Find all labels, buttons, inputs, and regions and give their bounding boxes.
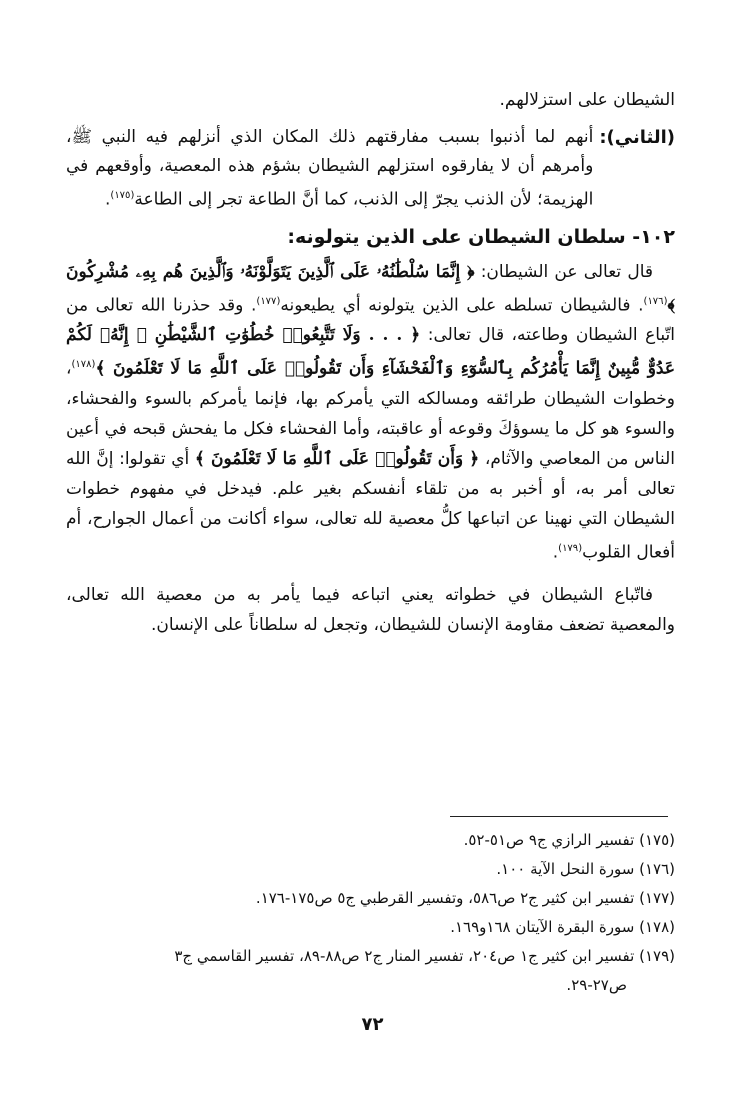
quran-verse-1: ﴿ إِنَّمَا سُلْطَٰنُهُۥ عَلَى ٱلَّذِينَ يَتَوَلَّوْنَهُۥ وَٱلَّذِينَ هُم بِهِۦ مُشْرِكُونَ ﴾ bbox=[66, 261, 675, 316]
footnote-ref-179[interactable]: (١٧٩) bbox=[558, 542, 583, 554]
p1-e: أي تقولوا: إنَّ الله تعالى أمر به، أو أخبر به من تلقاء أنفسكم بغير علم. فيدخل في مفهوم خطوات الشيطان التي نهينا عن اتباعها كلُّ معصية لله تعالى، سواء أكانت من أعمال الجوارح، أم أفعال القلوب bbox=[66, 448, 675, 563]
paragraph-2: فاتّباع الشيطان في خطواته يعني اتباعه فيما يأمر به من معصية الله تعالى، والمعصية تضعف مقاومة الإنسان للشيطان، وتجعل له سلطاناً على الإنسان. bbox=[66, 584, 675, 635]
footnote-ref-176[interactable]: (١٧٦) bbox=[643, 295, 668, 307]
footnote-ref-175[interactable]: (١٧٥) bbox=[110, 190, 135, 201]
footnote-text: تفسير ابن كثير ج٢ ص٥٨٦، وتفسير القرطبي ج٥ ص١٧٥-١٧٦. bbox=[255, 889, 635, 907]
p1-intro: قال تعالى عن الشيطان: bbox=[480, 261, 654, 282]
footnote-text: سورة النحل الآية ١٠٠. bbox=[496, 860, 635, 878]
quran-verse-3: ﴿ وَأَن تَقُولُوا۟ عَلَى ٱللَّهِ مَا لَا تَعْلَمُونَ ﴾ bbox=[194, 448, 480, 469]
section-heading: ١٠٢- سلطان الشيطان على الذين يتولونه: bbox=[287, 225, 675, 248]
footnote-number: (١٧٥) bbox=[639, 831, 675, 849]
second-point-label: (الثاني): bbox=[599, 127, 675, 148]
footnote-number: (١٧٩) bbox=[639, 947, 675, 965]
footnote-number: (١٧٨) bbox=[639, 918, 675, 936]
footnotes bbox=[66, 826, 675, 1000]
paragraph-1 bbox=[66, 257, 675, 568]
footnote-ref-177[interactable]: (١٧٧) bbox=[256, 295, 281, 307]
footnote-number: (١٧٧) bbox=[639, 889, 675, 907]
footnote-item bbox=[66, 826, 675, 855]
main-text bbox=[66, 86, 675, 640]
footnote-continuation: ص٢٧-٢٩. bbox=[566, 976, 627, 994]
p1-c: . وقد حذرنا الله تعالى من اتّباع الشيطان وطاعته، قال تعالى: bbox=[66, 295, 676, 346]
footnote-item bbox=[66, 855, 675, 884]
second-point-text bbox=[66, 123, 593, 215]
footnote-number: (١٧٦) bbox=[639, 860, 675, 878]
footnote-separator bbox=[450, 816, 668, 817]
p1-end: . bbox=[552, 542, 559, 563]
quran-verse-2: ﴿ . . . وَلَا تَتَّبِعُوا۟ خُطُوَٰتِ ٱلشَّيْطَٰنِ ۚ إِنَّهُۥ لَكُمْ عَدُوٌّ مُّبِينٌ إِنَّمَا يَأْمُرُكُم بِٱلسُّوٓءِ وَٱلْفَحْشَآءِ وَأَن تَقُولُوا۟ عَلَى ٱللَّهِ مَا لَا تَعْلَمُونَ ﴾ bbox=[66, 325, 675, 379]
second-point bbox=[66, 123, 675, 215]
footnote-item bbox=[66, 884, 675, 913]
footnote-text: تفسير الرازي ج٩ ص٥١-٥٢. bbox=[463, 831, 635, 849]
footnote-item bbox=[66, 942, 675, 971]
p1-b: . فالشيطان تسلطه على الذين يتولونه أي يطيعونه bbox=[280, 295, 644, 316]
p1-d: ، وخطوات الشيطان طرائقه ومسالكه التي يأمركم بها، فإنما يأمركم بالسوء والفحشاء، والسوء هو كل ما يسوؤكَ وقوعه أو عاقبته، وأما الفحشاء فكل ما يفحش قبحه في أعين الناس من المعاصي والآثام، bbox=[66, 358, 675, 469]
footnote-item bbox=[66, 913, 675, 942]
footnote-text: تفسير ابن كثير ج١ ص٢٠٤، تفسير المنار ج٢ ص٨٨-٨٩، تفسير القاسمي ج٣ bbox=[174, 947, 635, 965]
point-text: أنهم لما أذنبوا بسبب مفارقتهم ذلك المكان الذي أنزلهم فيه النبي ﷺ، وأمرهم أن لا يفارقوه استزلهم الشيطان بشؤم هذه المعصية، وأوقعهم في الهزيمة؛ لأن الذنب يجرّ إلى الذنب، كما أنَّ الطاعة تجر إلى الطاعة bbox=[66, 127, 594, 210]
footnote-text: سورة البقرة الآيتان ١٦٨و١٦٩. bbox=[450, 918, 635, 936]
page-number: ٧٢ bbox=[361, 1014, 384, 1035]
intro-line: الشيطان على استزلالهم. bbox=[499, 90, 675, 110]
footnote-ref-178[interactable]: (١٧٨) bbox=[71, 359, 96, 371]
point-end: . bbox=[105, 189, 111, 210]
